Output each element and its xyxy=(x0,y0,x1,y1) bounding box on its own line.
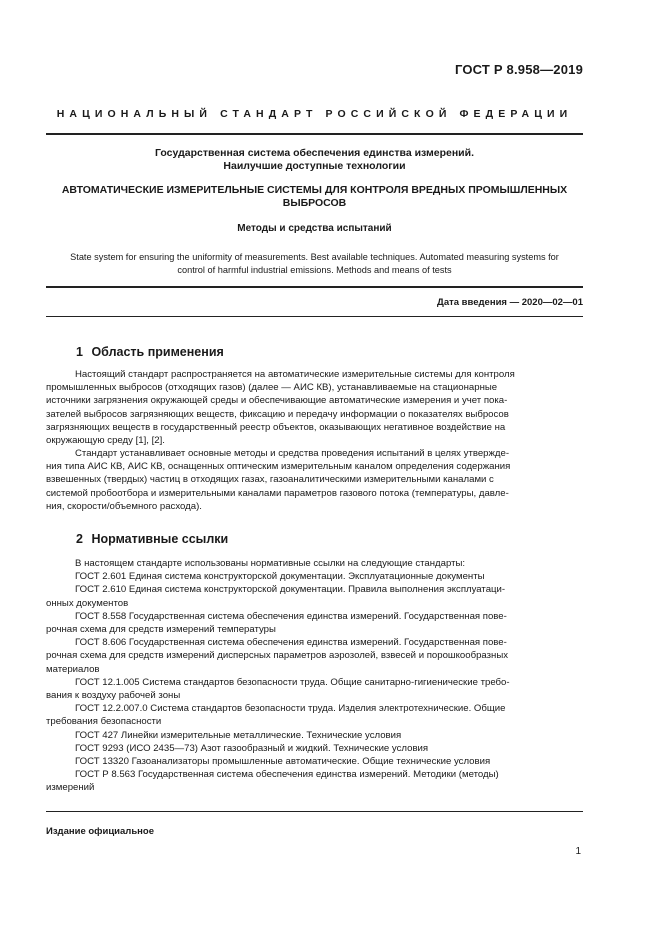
text-line: системой пробоотбора и измерительными каналами параметров газового потока (температуры, давле- xyxy=(46,487,509,499)
national-standard-heading: НАЦИОНАЛЬНЫЙ СТАНДАРТ РОССИЙСКОЙ ФЕДЕРАЦИИ xyxy=(56,108,573,120)
reference-entry: ГОСТ 8.558 Государственная система обеспечения единства измерений. Государственная пове- xyxy=(75,610,507,622)
reference-entry-continuation: рочная схема для средств измерений температуры xyxy=(46,624,276,636)
standard-subtitle: Методы и средства испытаний xyxy=(237,223,392,234)
reference-entry-continuation: рочная схема для средств измерений дисперсных параметров аэрозолей, взвесей и порошкообразных xyxy=(46,650,509,662)
text-line: загрязняющих веществ в государственный реестр объектов, оказывающих негативное воздействие на xyxy=(46,421,506,433)
introduction-date: Дата введения — 2020—02—01 xyxy=(437,297,583,308)
standard-main-title xyxy=(46,184,583,210)
reference-entry: ГОСТ 12.2.007.0 Система стандартов безопасности труда. Изделия электротехнические. Общие xyxy=(75,703,506,715)
section-2-heading xyxy=(76,532,228,546)
reference-entry-continuation: измерений xyxy=(46,782,95,794)
standard-group-title xyxy=(46,147,583,173)
text-line: промышленных выбросов (отходящих газов) (далее — АИС КВ), устанавливаемые на стационарные xyxy=(46,382,498,394)
section-1-heading xyxy=(76,345,224,359)
references-intro: В настоящем стандарте использованы нормативные ссылки на следующие стандарты: xyxy=(75,558,466,569)
reference-entry-continuation: вания к воздуху рабочей зоны xyxy=(46,690,181,702)
text-line: взвешенных (твердых) частиц в отходящих газах, газоаналитическими измерительными каналами с xyxy=(46,474,494,486)
text-line: Настоящий стандарт распространяется на автоматические измерительные системы для контроля xyxy=(75,369,515,380)
section-2-number: 2 xyxy=(76,532,83,546)
page-number: 1 xyxy=(575,846,581,857)
section-1-title: Область применения xyxy=(91,345,224,359)
document-number: ГОСТ Р 8.958—2019 xyxy=(454,62,583,77)
date-divider xyxy=(46,316,583,317)
text-line: ния, скорости/объемного расхода). xyxy=(46,500,202,512)
section-1-paragraph-1 xyxy=(46,368,583,447)
text-line: зателей выбросов загрязняющих веществ, фиксацию и передачу информации о показателях выбросов xyxy=(46,408,509,420)
english-title-line-1: State system for ensuring the uniformity of measurements. Best available techniques. Automated measuring systems for xyxy=(70,252,559,262)
reference-entry: ГОСТ 427 Линейки измерительные металлические. Технические условия xyxy=(75,729,402,741)
main-title-line-2: ВЫБРОСОВ xyxy=(282,197,347,209)
reference-entry: ГОСТ 2.610 Единая система конструкторской документации. Правила выполнения эксплуатаци- xyxy=(75,584,506,596)
group-title-line-2: Наилучшие доступные технологии xyxy=(223,160,406,172)
normative-references-list xyxy=(46,557,583,795)
reference-entry: ГОСТ Р 8.563 Государственная система обеспечения единства измерений. Методики (методы) xyxy=(75,769,499,781)
main-title-line-1: АВТОМАТИЧЕСКИЕ ИЗМЕРИТЕЛЬНЫЕ СИСТЕМЫ ДЛЯ КОНТРОЛЯ ВРЕДНЫХ ПРОМЫШЛЕННЫХ xyxy=(61,184,568,196)
section-1-paragraph-2 xyxy=(46,447,583,513)
reference-entry: ГОСТ 12.1.005 Система стандартов безопасности труда. Общие санитарно-гигиенические требо- xyxy=(75,676,510,688)
text-line: источники загрязнения окружающей среды и обеспечивающие автоматические измерения и учет пока- xyxy=(46,395,508,407)
text-line: ния типа АИС КВ, АИС КВ, оснащенных оптическим измерительным каналом определения содержания xyxy=(46,461,511,473)
section-1-number: 1 xyxy=(76,345,83,359)
top-divider xyxy=(46,133,583,135)
text-line: Стандарт устанавливает основные методы и средства проведения испытаний в целях утвержде- xyxy=(75,448,510,459)
group-title-line-1: Государственная система обеспечения единства измерений. xyxy=(154,147,475,159)
reference-entry-continuation: материалов xyxy=(46,663,100,675)
reference-entry-continuation: требования безопасности xyxy=(46,716,162,728)
official-edition-note: Издание официальное xyxy=(46,826,154,837)
title-divider xyxy=(46,286,583,288)
reference-entry: ГОСТ 2.601 Единая система конструкторской документации. Эксплуатационные документы xyxy=(75,571,485,583)
english-title xyxy=(44,251,585,276)
section-2-title: Нормативные ссылки xyxy=(91,532,229,546)
reference-entry: ГОСТ 13320 Газоанализаторы промышленные автоматические. Общие технические условия xyxy=(75,756,491,768)
english-title-line-2: control of harmful industrial emissions. Methods and means of tests xyxy=(177,264,452,275)
footer-divider xyxy=(46,811,583,812)
reference-entry: ГОСТ 9293 (ИСО 2435—73) Азот газообразный и жидкий. Технические условия xyxy=(75,742,429,754)
reference-entry-continuation: онных документов xyxy=(46,597,129,609)
text-line: окружающую среду [1], [2]. xyxy=(46,435,165,447)
reference-entry: ГОСТ 8.606 Государственная система обеспечения единства измерений. Государственная пове- xyxy=(75,637,507,649)
